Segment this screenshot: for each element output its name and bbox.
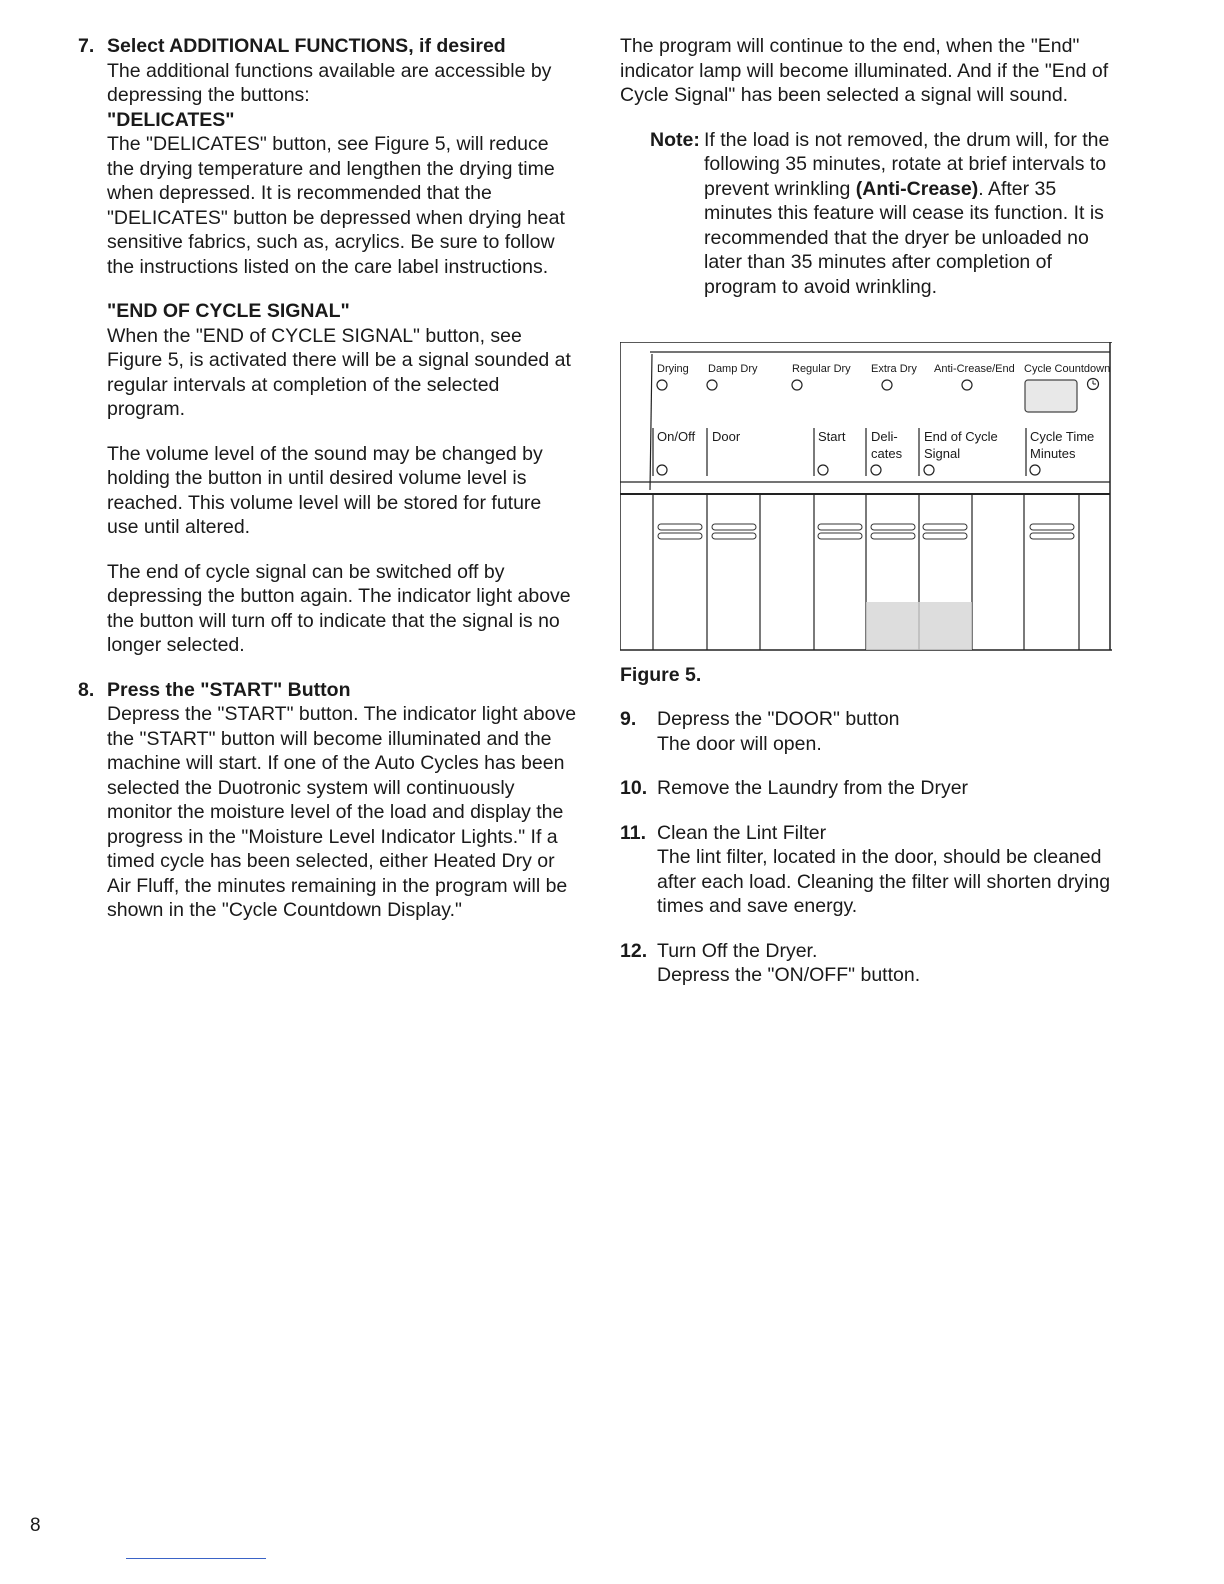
indicator-label-drying: Drying bbox=[657, 363, 689, 375]
page-number: 8 bbox=[30, 1515, 41, 1536]
end-of-cycle-heading: "END OF CYCLE SIGNAL" bbox=[107, 300, 350, 322]
countdown-display bbox=[1025, 380, 1077, 412]
end-of-cycle-paragraph: When the "END of CYCLE SIGNAL" button, see Figure 5, is activated there will be a signal sounded at regular intervals at completion of the selected program. bbox=[107, 324, 571, 420]
continue-paragraph: The program will continue to the end, when the "End" indicator lamp will become illuminated. And if the "End of Cycle Signal" has been selected a signal will sound. bbox=[620, 35, 1109, 106]
indicator-label-regular-dry: Regular Dry bbox=[792, 363, 851, 375]
note-text-1: If the load is not removed, the drum will, for the following 35 minutes, rotate at brief intervals to prevent wrinkling bbox=[704, 128, 1110, 200]
step-paragraph: Depress the "ON/OFF" button. bbox=[657, 964, 921, 986]
control-panel-figure bbox=[620, 342, 1112, 652]
end-of-cycle-indicator-light bbox=[924, 465, 934, 475]
step-title: Remove the Laundry from the Dryer bbox=[657, 777, 969, 799]
delicates-button[interactable] bbox=[871, 524, 915, 539]
indicator-label-anti-crease: Anti-Crease/End bbox=[934, 363, 1015, 375]
left-column bbox=[78, 34, 578, 923]
footer-rule bbox=[126, 1558, 266, 1559]
delicates-label-1: Deli- bbox=[871, 429, 898, 444]
onoff-button[interactable] bbox=[658, 524, 702, 539]
step-number: 9. bbox=[620, 708, 637, 730]
end-of-cycle-button[interactable] bbox=[923, 524, 967, 539]
step-number: 7. bbox=[78, 35, 95, 57]
end-of-cycle-label-2: Signal bbox=[924, 446, 961, 461]
start-indicator-light bbox=[818, 465, 828, 475]
step-number: 11. bbox=[620, 821, 647, 844]
step-9 bbox=[620, 707, 1120, 756]
note-text-2: . After 35 minutes this feature will cease its function. It is recommended that the dryer be unloaded no later than 35 minutes after completion of program to avoid wrinkling. bbox=[704, 177, 1104, 298]
drying-indicator-light bbox=[657, 380, 667, 390]
step-number: 10. bbox=[620, 777, 648, 799]
figure-caption: Figure 5. bbox=[620, 664, 702, 686]
step-title: Press the "START" Button bbox=[107, 678, 351, 701]
start-label: Start bbox=[818, 429, 846, 444]
indicator-label-cycle-countdown: Cycle Countdown bbox=[1024, 363, 1111, 375]
anti-crease-indicator-light bbox=[962, 380, 972, 390]
step-intro: The additional functions available are accessible by depressing the buttons: bbox=[107, 59, 552, 106]
indicator-label-extra-dry: Extra Dry bbox=[871, 363, 917, 375]
onoff-indicator-light bbox=[657, 465, 667, 475]
step-paragraph: The door will open. bbox=[657, 732, 822, 755]
step-number: 12. bbox=[620, 939, 648, 962]
step-12 bbox=[620, 939, 1120, 988]
door-button[interactable] bbox=[712, 524, 756, 539]
start-button[interactable] bbox=[818, 524, 862, 539]
step-10 bbox=[620, 776, 1120, 801]
right-column bbox=[620, 34, 1120, 299]
step-title: Select ADDITIONAL FUNCTIONS, if desired bbox=[107, 35, 506, 57]
step-number: 8. bbox=[78, 678, 95, 701]
note-anti-crease: (Anti-Crease) bbox=[855, 177, 979, 200]
step-title: Depress the "DOOR" button bbox=[657, 708, 900, 730]
note-block bbox=[620, 128, 1120, 300]
damp-dry-indicator-light bbox=[707, 380, 717, 390]
delicates-paragraph: The "DELICATES" button, see Figure 5, will reduce the drying temperature and lengthen the drying time when depressed. It is recommended that the "DELICATES" button be depressed when drying heat sensitive fabrics, such as, acrylics. Be sure to follow the instructions listed on the care label instructions. bbox=[107, 133, 565, 278]
step-paragraph: The lint filter, located in the door, should be cleaned after each load. Cleaning the filter will shorten drying times and save energy. bbox=[657, 846, 1111, 917]
door-label: Door bbox=[712, 429, 741, 444]
indicator-label-damp-dry: Damp Dry bbox=[708, 363, 758, 375]
step-paragraph: Depress the "START" button. The indicator light above the "START" button will become illuminated and the machine will start. If one of the Auto Cycles has been selected the Duotronic system will continuously monitor the moisture level of the load and display the progress in the "Moisture Level Indicator Lights." If a timed cycle has been selected, either Heated Dry or Air Fluff, the minutes remaining in the program will be shown in the "Cycle Countdown Display." bbox=[107, 703, 577, 921]
delicates-heading: "DELICATES" bbox=[107, 108, 235, 131]
volume-paragraph: The volume level of the sound may be changed by holding the button in until desired volume level is reached. This volume level will be stored for future use until altered. bbox=[107, 442, 543, 538]
step-8 bbox=[78, 678, 578, 923]
switch-off-paragraph: The end of cycle signal can be switched off by depressing the button again. The indicator light above the button will turn off to indicate that the signal is no longer selected. bbox=[107, 560, 571, 656]
delicates-label-2: cates bbox=[871, 446, 903, 461]
step-7 bbox=[78, 34, 578, 658]
onoff-label: On/Off bbox=[657, 429, 696, 444]
step-title: Clean the Lint Filter bbox=[657, 821, 827, 844]
extra-dry-indicator-light bbox=[882, 380, 892, 390]
end-of-cycle-label-1: End of Cycle bbox=[924, 429, 998, 444]
step-title: Turn Off the Dryer. bbox=[657, 939, 818, 962]
control-panel-drawing bbox=[620, 342, 1112, 652]
regular-dry-indicator-light bbox=[792, 380, 802, 390]
delicates-indicator-light bbox=[871, 465, 881, 475]
cycle-time-indicator-light bbox=[1030, 465, 1040, 475]
note-label: Note: bbox=[650, 128, 700, 151]
cycle-time-label-2: Minutes bbox=[1030, 446, 1076, 461]
cycle-time-button[interactable] bbox=[1030, 524, 1074, 539]
step-11 bbox=[620, 821, 1120, 919]
right-column-steps bbox=[620, 707, 1120, 988]
cycle-time-label-1: Cycle Time bbox=[1030, 429, 1095, 444]
note-paragraph bbox=[704, 128, 1120, 300]
